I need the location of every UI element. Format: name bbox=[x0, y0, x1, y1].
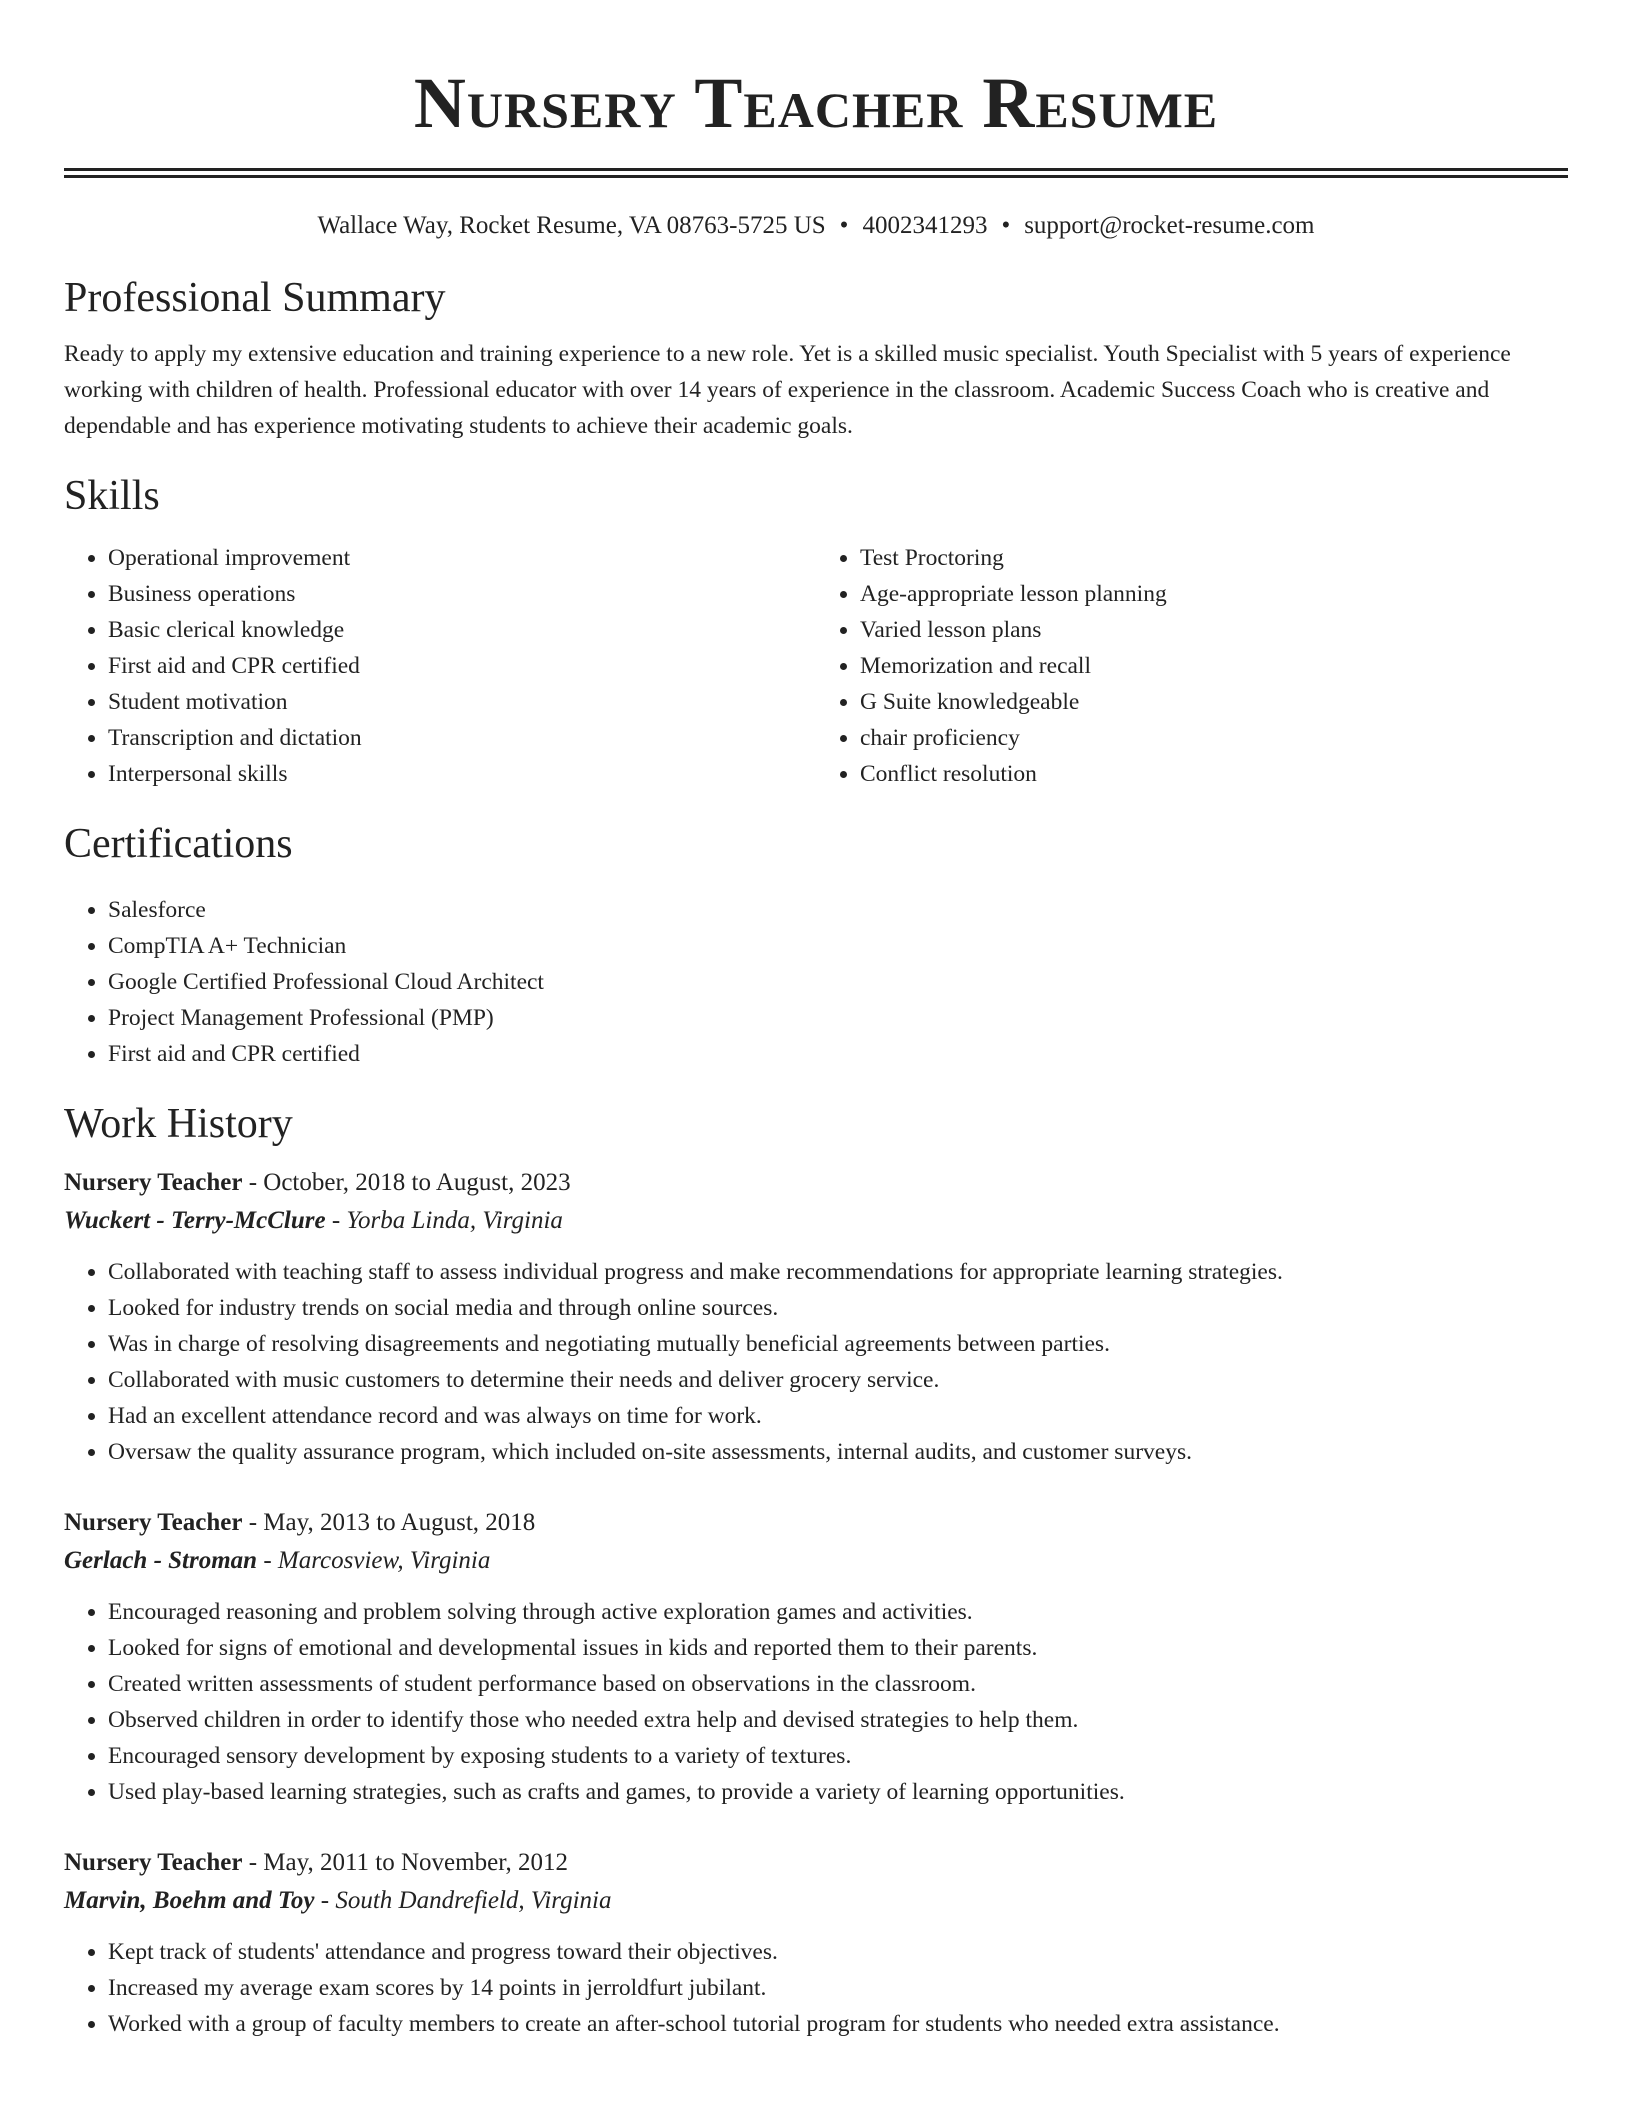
skill-item: • Operational improvement bbox=[108, 540, 816, 576]
job-entry bbox=[64, 1164, 1568, 1470]
job-location: - South Dandrefield, Virginia bbox=[314, 1887, 612, 1914]
header-divider bbox=[64, 168, 1568, 178]
skill-item: • Basic clerical knowledge bbox=[108, 612, 816, 648]
job-location: - Marcosview, Virginia bbox=[257, 1547, 491, 1574]
skill-item: • Student motivation bbox=[108, 684, 816, 720]
job-title-line bbox=[64, 1844, 1568, 1882]
job-dates: - May, 2011 to November, 2012 bbox=[242, 1849, 569, 1876]
job-bullets bbox=[64, 1934, 1568, 2042]
skill-item: • Test Proctoring bbox=[860, 540, 1568, 576]
job-company: Marvin, Boehm and Toy bbox=[64, 1887, 315, 1914]
skill-item: • Transcription and dictation bbox=[108, 720, 816, 756]
skill-item: • Conflict resolution bbox=[860, 756, 1568, 792]
job-title: Nursery Teacher bbox=[64, 1509, 243, 1536]
contact-line bbox=[64, 210, 1568, 242]
certification-item: • First aid and CPR certified bbox=[108, 1036, 1568, 1072]
skills-heading: Skills bbox=[64, 473, 160, 519]
contact-email[interactable]: support@rocket-resume.com bbox=[1024, 212, 1315, 239]
skill-item: • Interpersonal skills bbox=[108, 756, 816, 792]
certification-item: • Salesforce bbox=[108, 892, 1568, 928]
summary-text: Ready to apply my extensive education and training experience to a new role. Yet is a skilled music specialist. Youth Specialist with 5 years of experience working with children of health. Professional educator with over 14 years of experience in the classroom. Academic Success Coach who is creative and dependable and has experience motivating students to achieve their academic goals. bbox=[64, 341, 1511, 439]
job-title: Nursery Teacher bbox=[64, 1169, 243, 1196]
job-bullet: • Looked for industry trends on social media and through online sources. bbox=[108, 1290, 1568, 1326]
skill-item: • Business operations bbox=[108, 576, 816, 612]
resume-page bbox=[64, 0, 1568, 2042]
job-bullet: • Worked with a group of faculty members to create an after-school tutorial program for students who needed extra assistance. bbox=[108, 2006, 1568, 2042]
skills-left-list bbox=[64, 540, 816, 792]
job-company: Wuckert - Terry-McClure bbox=[64, 1207, 326, 1234]
skill-item: • Age-appropriate lesson planning bbox=[860, 576, 1568, 612]
job-company-line bbox=[64, 1202, 1568, 1240]
work-history-heading: Work History bbox=[64, 1101, 293, 1147]
job-company-line bbox=[64, 1542, 1568, 1580]
summary-heading: Professional Summary bbox=[64, 275, 446, 321]
certification-item: • Project Management Professional (PMP) bbox=[108, 1000, 1568, 1036]
job-title-line bbox=[64, 1164, 1568, 1202]
job-company-line bbox=[64, 1882, 1568, 1920]
job-bullet: • Oversaw the quality assurance program, which included on-site assessments, internal audits, and customer surveys. bbox=[108, 1434, 1568, 1470]
skill-item: • Memorization and recall bbox=[860, 648, 1568, 684]
job-bullet: • Looked for signs of emotional and developmental issues in kids and reported them to their parents. bbox=[108, 1630, 1568, 1666]
job-bullets bbox=[64, 1594, 1568, 1810]
skill-item: • First aid and CPR certified bbox=[108, 648, 816, 684]
certification-item: • Google Certified Professional Cloud Architect bbox=[108, 964, 1568, 1000]
job-entry bbox=[64, 1844, 1568, 2042]
skill-item: • chair proficiency bbox=[860, 720, 1568, 756]
contact-separator: • bbox=[1001, 212, 1011, 239]
skills-right-list bbox=[816, 540, 1568, 792]
job-bullet: • Was in charge of resolving disagreements and negotiating mutually beneficial agreements between parties. bbox=[108, 1326, 1568, 1362]
job-entry bbox=[64, 1504, 1568, 1810]
resume-title: Nursery Teacher Resume bbox=[413, 63, 1219, 143]
job-dates: - October, 2018 to August, 2023 bbox=[242, 1169, 571, 1196]
job-bullet: • Kept track of students' attendance and progress toward their objectives. bbox=[108, 1934, 1568, 1970]
job-bullet: • Observed children in order to identify those who needed extra help and devised strategies to help them. bbox=[108, 1702, 1568, 1738]
job-bullet: • Collaborated with music customers to determine their needs and deliver grocery service. bbox=[108, 1362, 1568, 1398]
contact-phone: 4002341293 bbox=[862, 212, 988, 239]
skill-item: • Varied lesson plans bbox=[860, 612, 1568, 648]
job-bullet: • Encouraged reasoning and problem solving through active exploration games and activities. bbox=[108, 1594, 1568, 1630]
certifications-heading: Certifications bbox=[64, 821, 293, 867]
job-bullet: • Collaborated with teaching staff to assess individual progress and make recommendations for appropriate learning strategies. bbox=[108, 1254, 1568, 1290]
job-bullet: • Increased my average exam scores by 14 points in jerroldfurt jubilant. bbox=[108, 1970, 1568, 2006]
skill-item: • G Suite knowledgeable bbox=[860, 684, 1568, 720]
skills-columns bbox=[64, 540, 1568, 792]
job-company: Gerlach - Stroman bbox=[64, 1547, 258, 1574]
job-bullet: • Created written assessments of student performance based on observations in the classroom. bbox=[108, 1666, 1568, 1702]
certifications-list bbox=[64, 892, 1568, 1072]
certification-item: • CompTIA A+ Technician bbox=[108, 928, 1568, 964]
job-bullet: • Encouraged sensory development by exposing students to a variety of textures. bbox=[108, 1738, 1568, 1774]
job-title: Nursery Teacher bbox=[64, 1849, 243, 1876]
job-dates: - May, 2013 to August, 2018 bbox=[242, 1509, 536, 1536]
job-title-line bbox=[64, 1504, 1568, 1542]
contact-separator: • bbox=[839, 212, 849, 239]
job-bullet: • Used play-based learning strategies, such as crafts and games, to provide a variety of learning opportunities. bbox=[108, 1774, 1568, 1810]
job-location: - Yorba Linda, Virginia bbox=[325, 1207, 563, 1234]
contact-address: Wallace Way, Rocket Resume, VA 08763-5725 US bbox=[317, 212, 826, 239]
job-bullet: • Had an excellent attendance record and was always on time for work. bbox=[108, 1398, 1568, 1434]
job-bullets bbox=[64, 1254, 1568, 1470]
